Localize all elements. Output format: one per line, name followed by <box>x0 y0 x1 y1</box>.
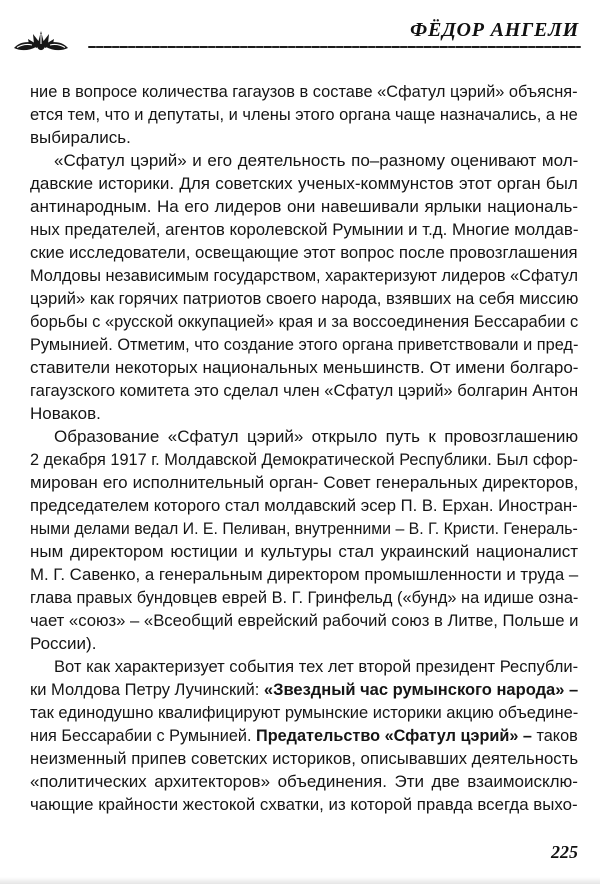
text-line <box>30 655 578 678</box>
text-line <box>30 563 578 586</box>
text-segment: выбирались. <box>30 128 131 147</box>
text-segment: чающие крайности жестокой схватки, из которой правда всегда выхо- <box>30 795 578 814</box>
text-line <box>30 540 578 563</box>
fleuron-ornament-icon <box>13 30 69 58</box>
header-rule <box>88 46 581 48</box>
text-segment: ется тем, что и депутаты, и члены этого органа чаще назначались, а не <box>30 105 578 124</box>
bold-text-segment: «Звездный час румынского народа» – <box>263 680 579 699</box>
text-line <box>30 701 578 724</box>
text-segment: ставители некоторых национальных меньшинств. От имени болгаро- <box>30 358 579 377</box>
text-segment: гагаузского комитета это сделал член «Сфатул цэрий» болгарин Антон <box>30 381 579 400</box>
text-segment: Новаков. <box>30 404 101 423</box>
text-line <box>30 356 578 379</box>
running-header-author: ФЁДОР АНГЕЛИ <box>410 19 579 41</box>
text-line <box>30 333 578 356</box>
text-line <box>30 586 578 609</box>
text-segment: борьбы с «русской оккупацией» края и за воссоединения Бессарабии с <box>30 312 579 331</box>
text-line <box>30 448 578 471</box>
text-segment: Вот как характеризует события тех лет второй президент Республи- <box>54 657 579 676</box>
text-segment: ки Молдова Петру Лучинский: <box>30 680 264 699</box>
text-segment: Молдовы независимым государством, характеризуют лидеров «Сфатул <box>30 266 579 285</box>
text-segment: таков <box>531 726 578 745</box>
text-line <box>30 425 578 448</box>
text-segment: Румынией. Отметим, что создание этого органа приветствовали и пред- <box>30 335 579 354</box>
text-line <box>30 264 578 287</box>
text-line <box>30 517 578 540</box>
text-segment: ных предателей, агентов королевской Румынии и т.д. Многие молдав- <box>30 220 579 239</box>
text-segment: так единодушно квалифицируют румынские историки акцию объедине- <box>30 703 579 722</box>
text-segment: чает «союз» – «Всеобщий еврейский рабочий союз в Литве, Польше и <box>30 611 579 630</box>
text-segment: председателем которого стал молдавский эсер П. В. Ерхан. Иностран- <box>30 496 578 515</box>
text-line <box>30 793 578 816</box>
text-segment: 2 декабря 1917 г. Молдавской Демократической Республики. Был сфор- <box>30 450 578 469</box>
text-segment: цэрий» как горячих патриотов своего народа, взявших на себя миссию <box>30 289 579 308</box>
text-line <box>30 678 578 701</box>
text-line <box>30 310 578 333</box>
text-segment: ным директором юстиции и культуры стал украинский националист <box>30 542 579 561</box>
text-line <box>30 172 578 195</box>
text-line <box>30 149 578 172</box>
text-line <box>30 632 578 655</box>
text-line <box>30 402 578 425</box>
bold-text-segment: Предательство «Сфатул цэрий» – <box>256 726 532 745</box>
text-segment: «политических архитекторов» объединения. Эти две взаимоисклю- <box>30 772 578 791</box>
text-line <box>30 770 578 793</box>
text-line <box>30 80 578 103</box>
text-segment: антинародным. На его лидеров они навешивали ярлыки националь- <box>30 197 579 216</box>
text-line <box>30 126 578 149</box>
text-segment: «Сфатул цэрий» и его деятельность по–разному оценивают мол- <box>54 151 579 170</box>
text-segment: ские исследователи, освещающие этот вопрос после провозглашения <box>30 243 578 262</box>
text-segment: давские историки. Для советских ученых-коммунстов этот орган был <box>30 174 578 193</box>
page-number: 225 <box>551 842 578 862</box>
text-segment: ния Бессарабии с Румынией. <box>30 726 257 745</box>
text-line <box>30 747 578 770</box>
body-text <box>30 80 578 816</box>
text-line <box>30 103 578 126</box>
text-line <box>30 471 578 494</box>
text-line <box>30 494 578 517</box>
text-line <box>30 195 578 218</box>
text-line <box>30 241 578 264</box>
text-line <box>30 609 578 632</box>
text-line <box>30 379 578 402</box>
text-segment: России). <box>30 634 97 653</box>
text-segment: глава правых бундовцев еврей В. Г. Гринфельд («бунд» на идише озна- <box>30 588 579 607</box>
text-line <box>30 724 578 747</box>
text-segment: Образование «Сфатул цэрий» открыло путь к провозглашению <box>54 427 579 446</box>
text-segment: М. Г. Савенко, а генеральным директором промышленности и труда – <box>30 565 579 584</box>
text-segment: неизменный припев советских историков, описывавших деятельность <box>30 749 579 768</box>
text-segment: ние в вопросе количества гагаузов в составе «Сфатул цэрий» объясня- <box>30 82 578 101</box>
text-line <box>30 218 578 241</box>
text-segment: мирован его исполнительный орган- Совет генеральных директоров, <box>30 473 579 492</box>
text-line <box>30 287 578 310</box>
text-segment: ными делами ведал И. Е. Пеливан, внутренними – В. Г. Кристи. Генераль- <box>30 519 578 538</box>
